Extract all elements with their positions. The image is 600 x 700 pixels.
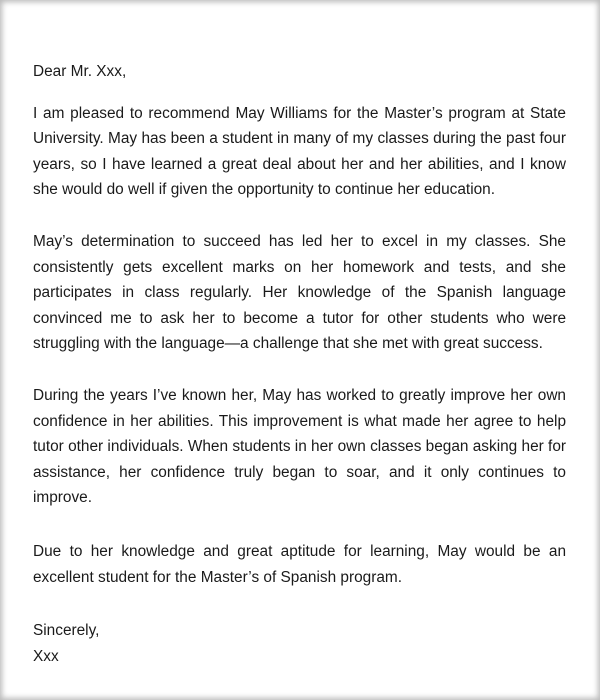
signature: Xxx [33,647,59,665]
letter-body [33,59,566,669]
paragraph-1: I am pleased to recommend May Williams for the Master’s program at State University. May has been a student in many of my classes during the past four years, so I have learned a great deal about her and her abilities, and I know she would do well if given the opportunity to continue her education. [33,104,566,199]
paragraph-4: Due to her knowledge and great aptitude for learning, May would be an excellent student for the Master’s of Spanish program. [33,542,566,586]
paragraph-2: May’s determination to succeed has led her to excel in my classes. She consistently gets excellent marks on her homework and tests, and she participates in class regularly. Her knowledge of the Spanish language convinced me to ask her to become a tutor for other students who were struggling with the language—a challenge that she met with great success. [33,232,566,353]
closing: Sincerely, [33,622,100,640]
salutation: Dear Mr. Xxx, [33,63,127,80]
paragraph-3: During the years I’ve known her, May has worked to greatly improve her own confidence in her abilities. This improvement is what made her agree to help tutor other individuals. When students in her own classes began asking her for assistance, her confidence truly began to soar, and it only continues to improve. [33,386,566,507]
